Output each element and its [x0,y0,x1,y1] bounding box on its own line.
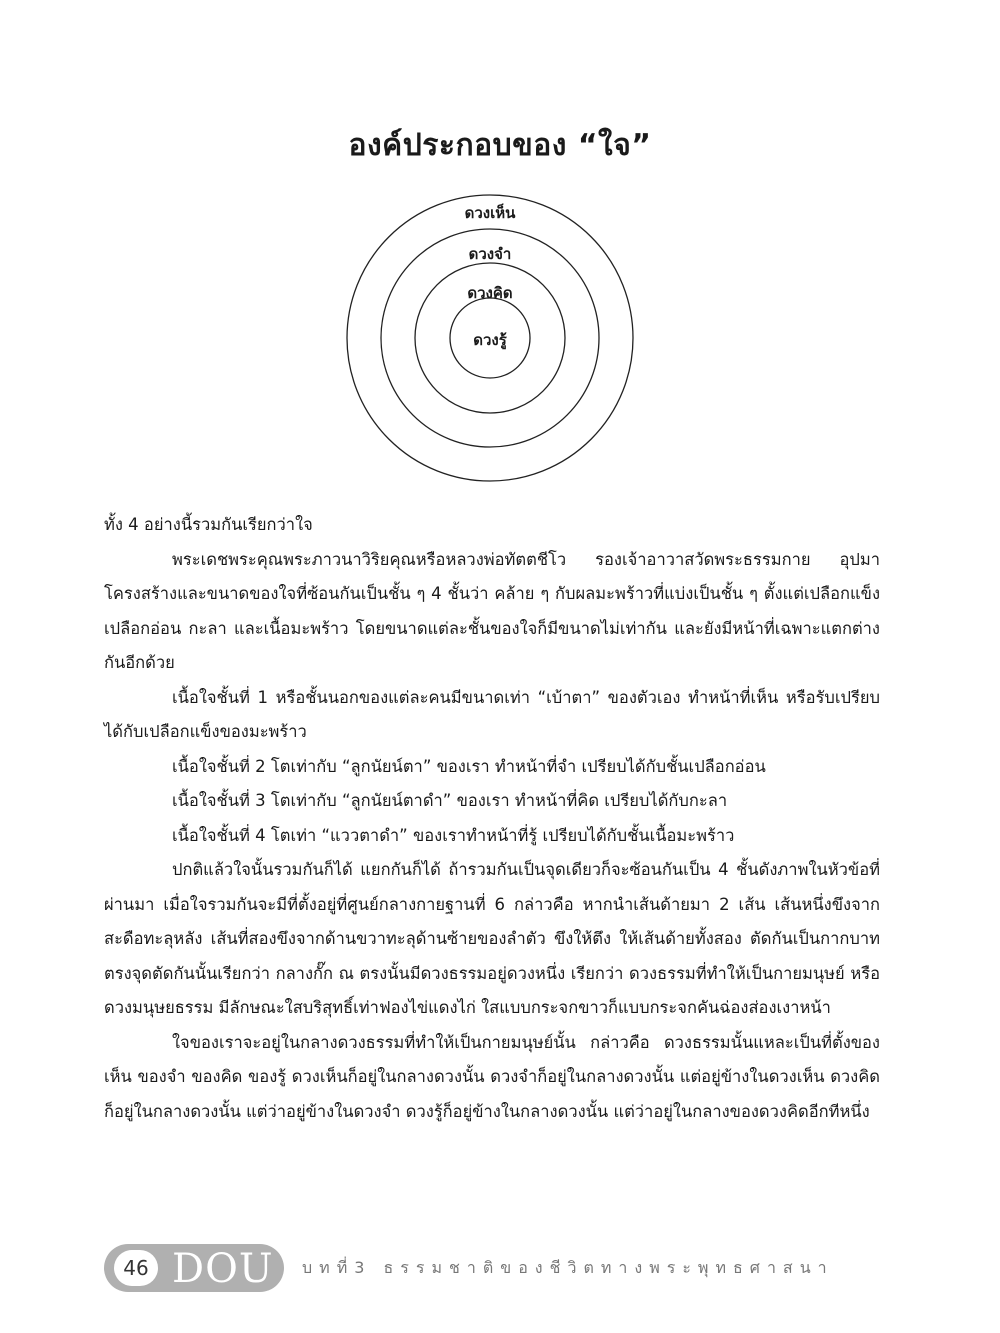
paragraph-layer-4: เนื้อใจชั้นที่ 4 โตเท่า “แววตาดำ” ของเราทำหน้าที่รู้ เปรียบได้กับชั้นเนื้อมะพร้าว [172,825,735,845]
paragraph-center-of-body: ปกติแล้วใจนั้นรวมกันก็ได้ แยกกันก็ได้ ถ้ารวมกันเป็นจุดเดียวก็จะซ้อนกันเป็น 4 ชั้นดังภาพในหัวข้อที่ผ่านมา เมื่อใจรวมกันจะมีที่ตั้งอยู่ที่ศูนย์กลางกายฐานที่ 6 กล่าวคือ หากนำเส้นด้ายมา 2 เส้น เส้นหนึ่งขึงจากสะดือทะลุหลัง เส้นที่สองขึงจากด้านขวาทะลุด้านซ้ายของลำตัว ขึงให้ตึง ให้เส้นด้ายทั้งสอง ตัดกันเป็นกากบาท ตรงจุดตัดกันนั้นเรียกว่า กลางกั๊ก ณ ตรงนั้นมีดวงธรรมอยู่ดวงหนึ่ง เรียกว่า ดวงธรรมที่ทำให้เป็นกายมนุษย์ หรือ ดวงมนุษยธรรม มีลักษณะใสบริสุทธิ์เท่าฟองไข่แดงไก่ ใสแบบกระจกขาวก็แบบกระจกคันฉ่องส่องเงาหน้า [104,860,880,1017]
paragraph-layer-1: เนื้อใจชั้นที่ 1 หรือชั้นนอกของแต่ละคนมีขนาดเท่า “เบ้าตา” ของตัวเอง ทำหน้าที่เห็น หรือรับเปรียบได้กับเปลือกแข็งของมะพร้าว [104,687,880,741]
chapter-title: บทที่3 ธรรมชาติของชีวิตทางพระพุทธศาสนา [302,1258,834,1277]
page-number: 46 [114,1250,158,1286]
paragraph-layer-2: เนื้อใจชั้นที่ 2 โตเท่ากับ “ลูกนัยน์ตา” ของเรา ทำหน้าที่จำ เปรียบได้กับชั้นเปลือกอ่อน [172,756,766,776]
dou-logo: DOU [172,1246,274,1292]
paragraph-coconut-analogy: พระเดชพระคุณพระภาวนาวิริยคุณหรือหลวงพ่อทัตตชีโว รองเจ้าอาวาสวัดพระธรรมกาย อุปมาโครงสร้างและขนาดของใจที่ซ้อนกันเป็นชั้น ๆ 4 ชั้นว่า คล้าย ๆ กับผลมะพร้าวที่แบ่งเป็นชั้น ๆ ตั้งแต่เปลือกแข็ง เปลือกอ่อน กะลา และเนื้อมะพร้าว โดยขนาดแต่ละชั้นของใจก็มีขนาดไม่เท่ากัน และยังมีหน้าที่เฉพาะแตกต่างกันอีกด้วย [104,549,880,672]
body-text [104,508,880,1129]
ring-label-duang-kid: ดวงคิด [467,284,513,302]
concentric-mind-diagram [340,188,640,488]
page-title: องค์ประกอบของ “ใจ” [348,128,652,163]
paragraph-mind-location: ใจของเราจะอยู่ในกลางดวงธรรมที่ทำให้เป็นกายมนุษย์นั้น กล่าวคือ ดวงธรรมนั้นแหละเป็นที่ตั้งของเห็น ของจำ ของคิด ของรู้ ดวงเห็นก็อยู่ในกลางดวงนั้น ดวงจำก็อยู่ในกลางดวงนั้น แต่อยู่ข้างในดวงเห็น ดวงคิดก็อยู่ในกลางดวงนั้น แต่ว่าอยู่ข้างในดวงจำ ดวงรู้ก็อยู่ข้างในกลางดวงนั้น แต่ว่าอยู่ในกลางของดวงคิดอีกทีหนึ่ง [104,1032,880,1121]
paragraph-intro: ทั้ง 4 อย่างนี้รวมกันเรียกว่าใจ [104,515,313,534]
footer-badge [104,1244,284,1292]
page-footer [104,1244,904,1292]
ring-label-duang-ru: ดวงรู้ [473,331,507,349]
ring-label-duang-hen: ดวงเห็น [464,204,516,222]
paragraph-layer-3: เนื้อใจชั้นที่ 3 โตเท่ากับ “ลูกนัยน์ตาดำ” ของเรา ทำหน้าที่คิด เปรียบได้กับกะลา [172,791,728,810]
ring-label-duang-jam: ดวงจำ [468,245,512,263]
